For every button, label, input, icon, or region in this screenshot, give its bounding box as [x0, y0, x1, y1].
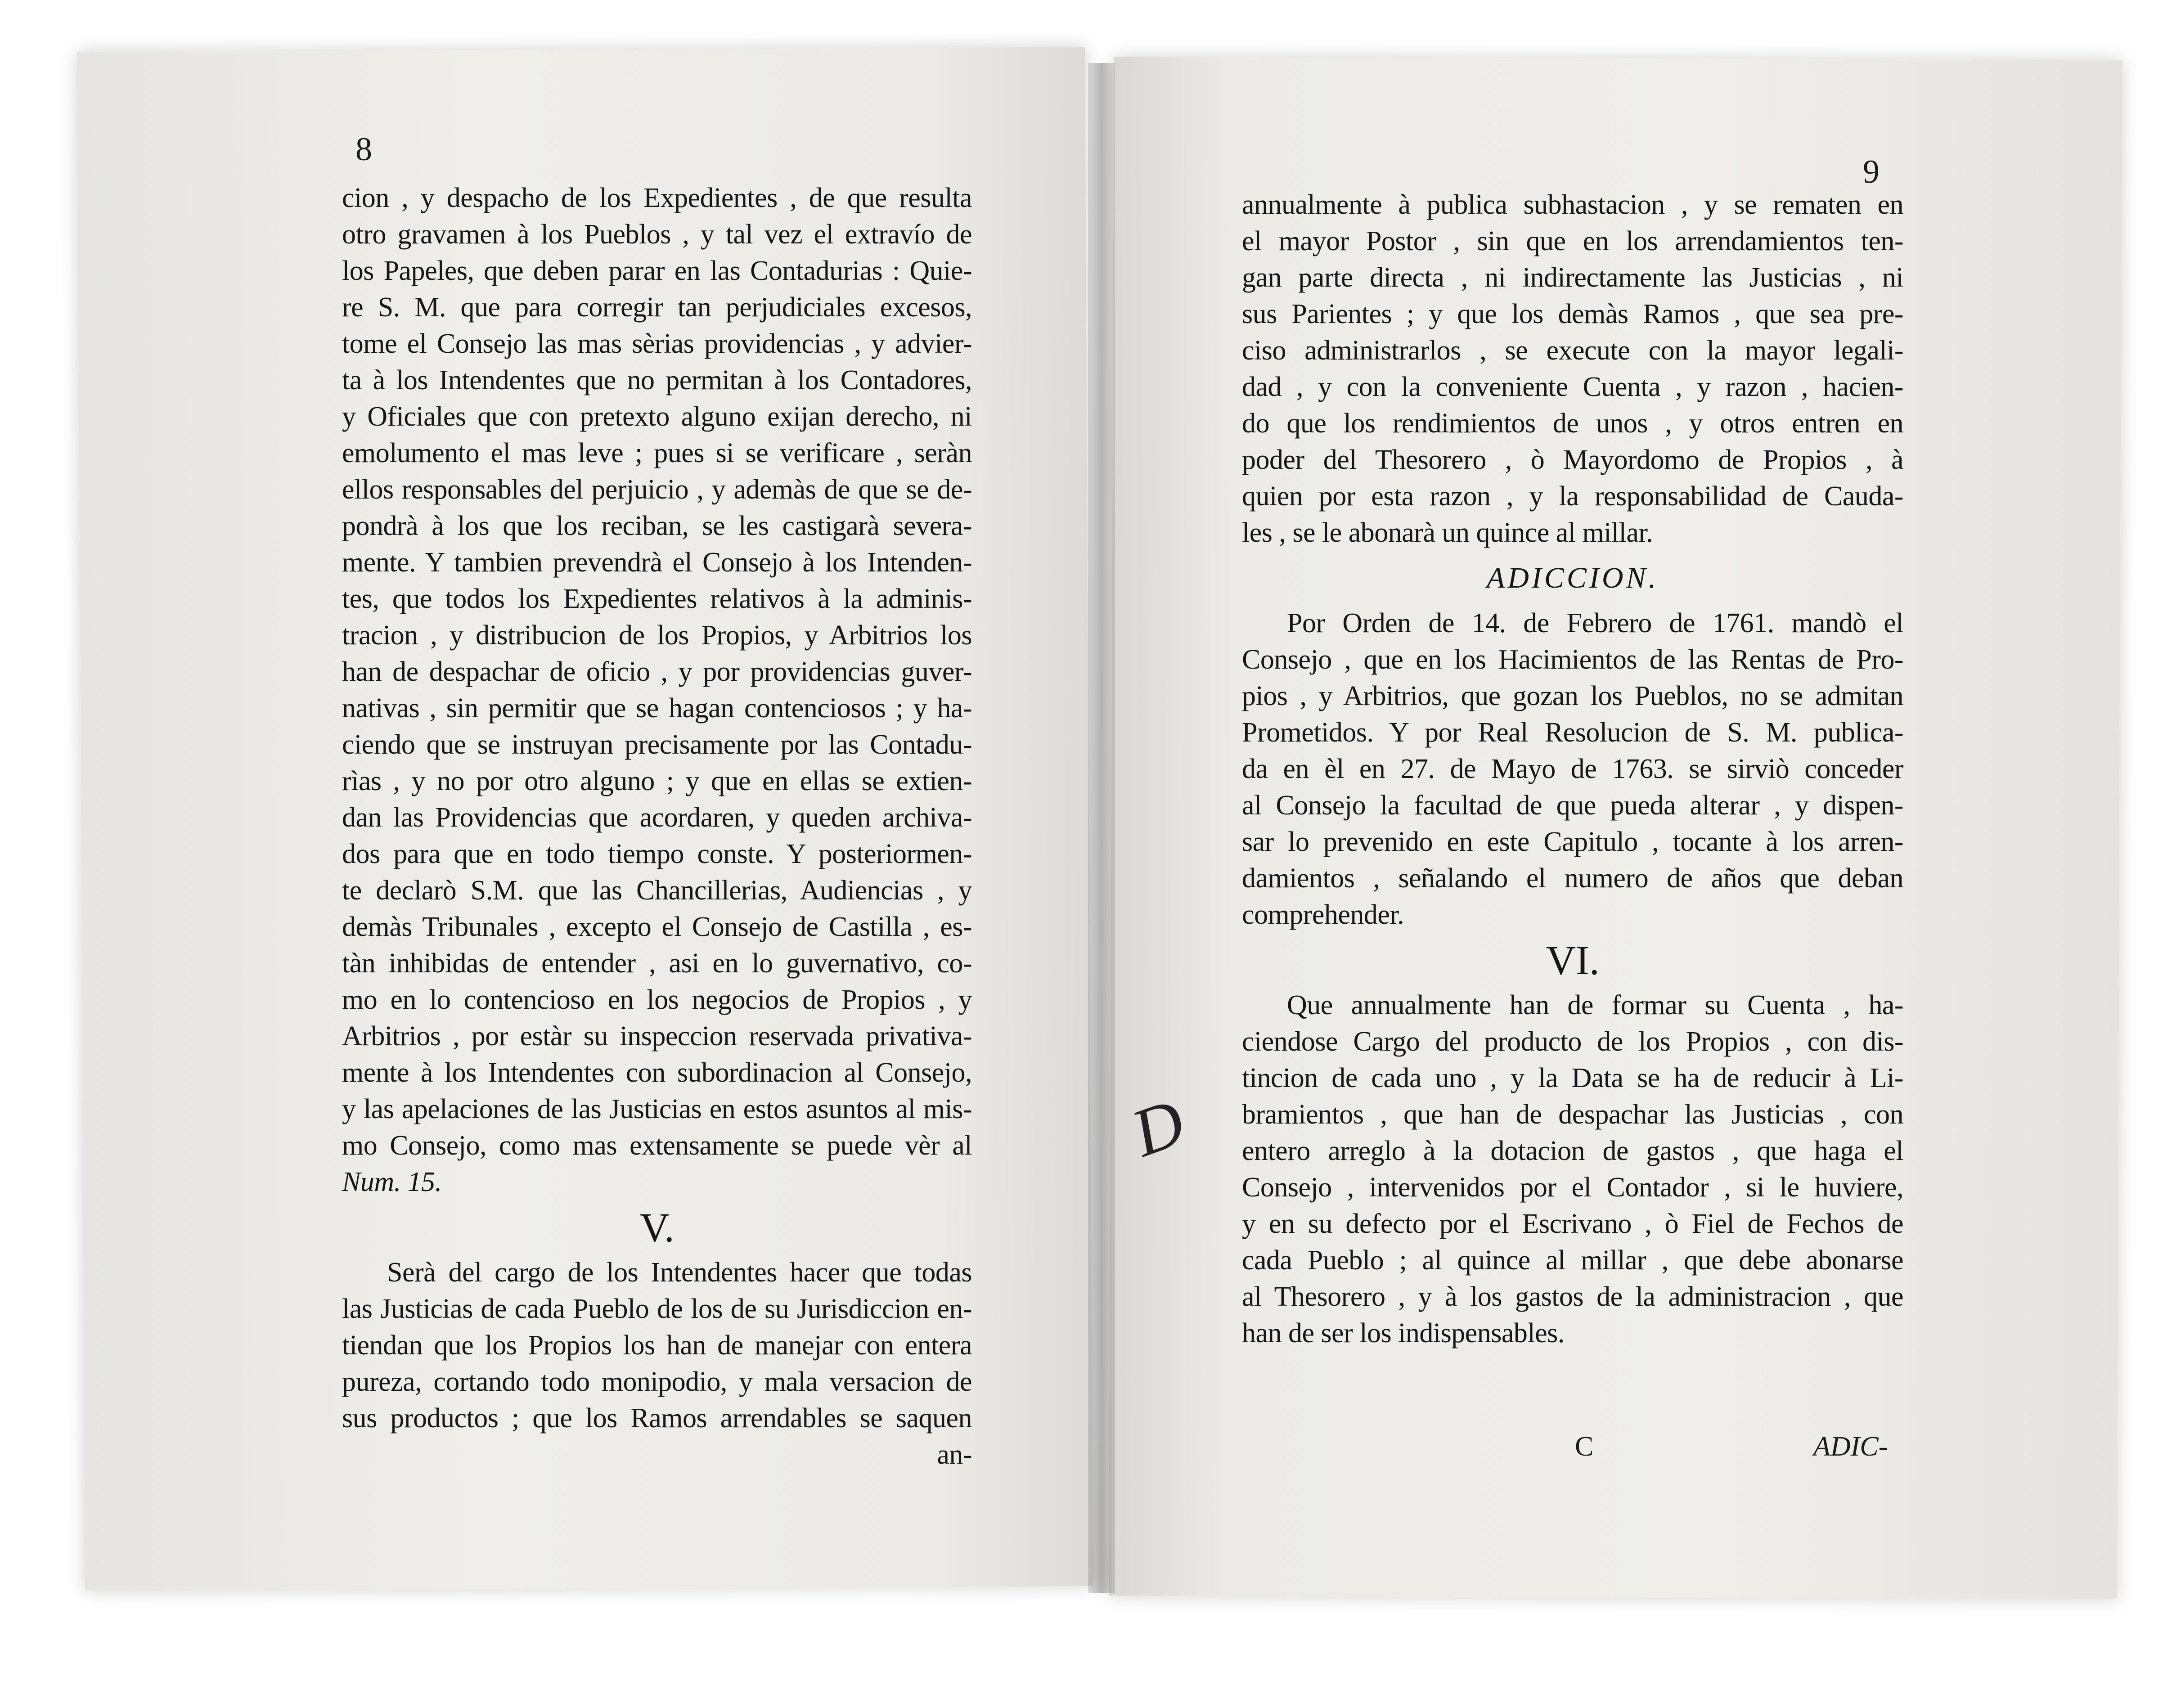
- text-line: quien por esta razon , y la responsabilidad de Cauda-: [1242, 481, 1903, 512]
- signature-mark: C: [1575, 1431, 1594, 1462]
- text-line: al Thesorero , y à los gastos de la administracion , que: [1242, 1281, 1903, 1312]
- text-line: te declarò S.M. que las Chancillerias, Audiencias , y: [342, 875, 972, 906]
- margin-handwritten-mark: D: [1122, 1084, 1194, 1171]
- text-line: tes, que todos los Expedientes relativos à la adminis-: [342, 584, 972, 614]
- text-line: pondrà à los que los reciban, se les castigarà severa-: [342, 511, 972, 541]
- text-line: damientos , señalando el numero de años que deban: [1242, 863, 1903, 894]
- text-line: tiendan que los Propios los han de manejar con entera: [342, 1330, 972, 1361]
- text-line: los Papeles, que deben parar en las Contadurias : Quie-: [342, 256, 972, 286]
- text-line: han de despachar de oficio , y por providencias guver-: [342, 656, 972, 687]
- text-line: dad , y con la conveniente Cuenta , y razon , hacien-: [1242, 372, 1903, 402]
- text-line: Consejo , que en los Hacimientos de las Rentas de Pro-: [1242, 644, 1903, 675]
- text-line: y en su defecto por el Escrivano , ò Fiel de Fechos de: [1242, 1209, 1903, 1239]
- text-line: el mayor Postor , sin que en los arrendamientos ten-: [1242, 226, 1903, 256]
- text-line: al Consejo la facultad de que pueda alterar , y dispen-: [1242, 790, 1903, 821]
- text-line: Num. 15.: [342, 1167, 442, 1197]
- text-line: mente. Y tambien prevendrà el Consejo à los Intenden-: [342, 547, 972, 578]
- text-line: re S. M. que para corregir tan perjudiciales excesos,: [342, 292, 972, 323]
- text-line: y las apelaciones de las Justicias en estos asuntos al mis-: [342, 1094, 972, 1124]
- text-line: sar lo prevenido en este Capitulo , tocante à los arren-: [1242, 827, 1903, 857]
- text-line: tome el Consejo las mas sèrias providencias , y advier-: [342, 328, 972, 359]
- text-line: mente à los Intendentes con subordinacion al Consejo,: [342, 1057, 972, 1088]
- text-line: sus Parientes ; y que los demàs Ramos , que sea pre-: [1242, 299, 1903, 329]
- text-line: han de ser los indispensables.: [1242, 1318, 1565, 1348]
- text-line: dos para que en todo tiempo conste. Y posteriormen-: [342, 839, 972, 869]
- text-line: otro gravamen à los Pueblos , y tal vez el extravío de: [342, 219, 972, 250]
- text-line: Serà del cargo de los Intendentes hacer que todas: [387, 1257, 972, 1288]
- text-line: demàs Tribunales , excepto el Consejo de Castilla , es-: [342, 912, 972, 942]
- section-heading-v: V.: [639, 1205, 675, 1250]
- text-line: Que annualmente han de formar su Cuenta , ha-: [1287, 990, 1903, 1020]
- text-line: Consejo , intervenidos por el Contador , si le huviere,: [1242, 1172, 1903, 1203]
- text-line: las Justicias de cada Pueblo de los de su Jurisdiccion en-: [342, 1294, 972, 1324]
- text-line: cada Pueblo ; al quince al millar , que debe abonarse: [1242, 1245, 1903, 1276]
- text-line: poder del Thesorero , ò Mayordomo de Propios , à: [1242, 445, 1903, 475]
- text-line: Arbitrios , por estàr su inspeccion reservada privativa-: [342, 1021, 972, 1052]
- text-line: ciendose Cargo del producto de los Propios , con dis-: [1242, 1026, 1903, 1057]
- text-line: tàn inhibidas de entender , asi en lo guvernativo, co-: [342, 948, 972, 979]
- catchword-right: ADIC-: [1813, 1431, 1888, 1462]
- text-line: ellos responsables del perjuicio , y ademàs de que se de-: [342, 474, 972, 505]
- text-line: annualmente à publica subhastacion , y se rematen en: [1242, 189, 1903, 220]
- text-line: sus productos ; que los Ramos arrendables se saquen: [342, 1403, 972, 1434]
- text-line: do que los rendimientos de unos , y otros entren en: [1242, 408, 1903, 439]
- book-gutter: [1088, 63, 1115, 1593]
- text-line: cion , y despacho de los Expedientes , de que resulta: [342, 183, 972, 213]
- text-line: y Oficiales que con pretexto alguno exijan derecho, ni: [342, 401, 972, 432]
- text-line: gan parte directa , ni indirectamente las Justicias , ni: [1242, 262, 1903, 293]
- text-line: Por Orden de 14. de Febrero de 1761. mandò el: [1287, 608, 1903, 638]
- left-page-text: [342, 180, 972, 1473]
- text-line: ciso administrarlos , se execute con la mayor legali-: [1242, 335, 1903, 366]
- text-line: pios , y Arbitrios, que gozan los Pueblos, no se admitan: [1242, 681, 1903, 711]
- text-line: rìas , y no por otro alguno ; y que en ellas se extien-: [342, 766, 972, 796]
- page-number-right: 9: [1863, 153, 1880, 190]
- text-line: emolumento el mas leve ; pues si se verificare , seràn: [342, 438, 972, 468]
- page-number-left: 8: [355, 131, 372, 168]
- text-line: nativas , sin permitir que se hagan contenciosos ; y ha-: [342, 693, 972, 724]
- text-line: ciendo que se instruyan precisamente por las Contadu-: [342, 729, 972, 760]
- text-line: tracion , y distribucion de los Propios, y Arbitrios los: [342, 620, 972, 651]
- text-line: Prometidos. Y por Real Resolucion de S. M. publica-: [1242, 717, 1903, 748]
- right-page-text: [1242, 187, 1903, 1352]
- text-line: mo en lo contencioso en los negocios de Propios , y: [342, 984, 972, 1015]
- text-line: da en èl en 27. de Mayo de 1763. se sirviò conceder: [1242, 754, 1903, 784]
- text-line: tincion de cada uno , y la Data se ha de reducir à Li-: [1242, 1063, 1903, 1093]
- text-line: ta à los Intendentes que no permitan à los Contadores,: [342, 365, 972, 396]
- text-line: les , se le abonarà un quince al millar.: [1242, 517, 1653, 548]
- text-line: pureza, cortando todo monipodio, y mala versacion de: [342, 1366, 972, 1397]
- text-line: dan las Providencias que acordaren, y queden archiva-: [342, 802, 972, 833]
- text-line: comprehender.: [1242, 899, 1404, 930]
- text-line: mo Consejo, como mas extensamente se puede vèr al: [342, 1130, 972, 1161]
- text-line: entero arreglo à la dotacion de gastos , que haga el: [1242, 1136, 1903, 1166]
- text-line: bramientos , que han de despachar las Justicias , con: [1242, 1099, 1903, 1130]
- catchword-left: an-: [937, 1439, 972, 1470]
- section-heading-adiccion: ADICCION.: [1486, 562, 1659, 594]
- section-heading-vi: VI.: [1546, 937, 1600, 983]
